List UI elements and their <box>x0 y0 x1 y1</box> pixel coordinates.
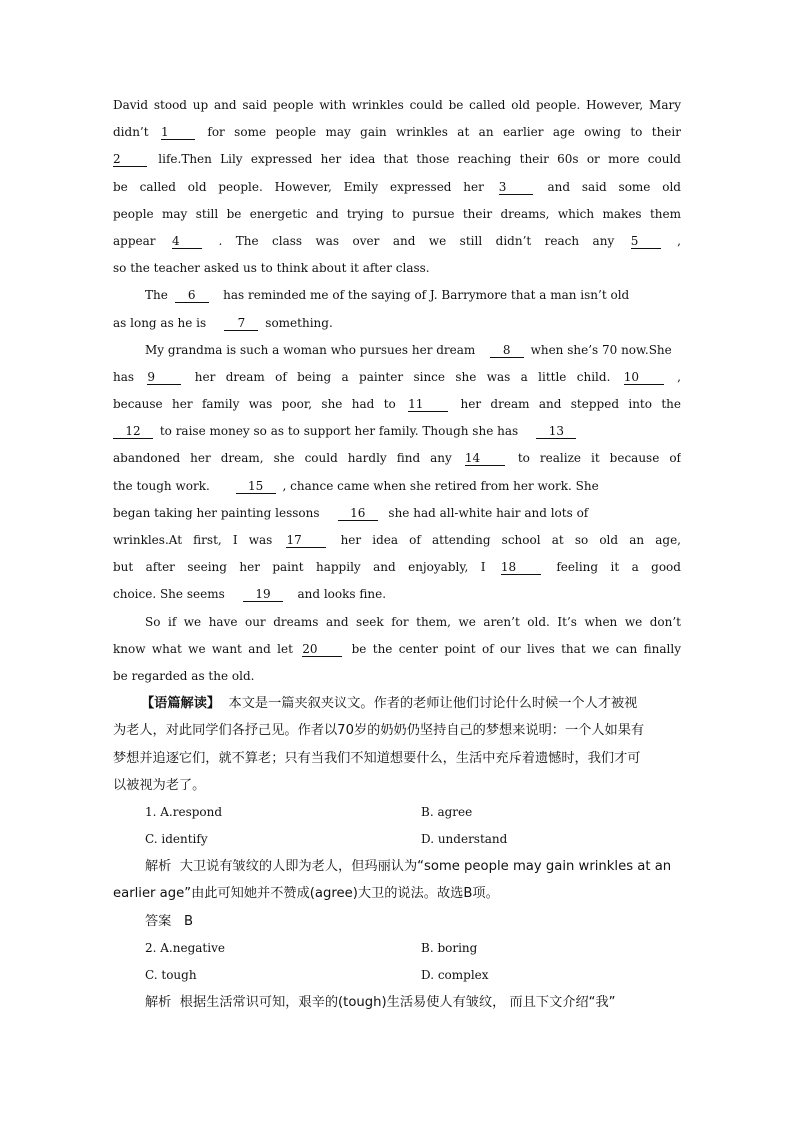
q2-option-c: C. tough <box>145 968 197 982</box>
q1-explanation-line: earlier age”由此可知她并不赞成(agree)大卫的说法。故选B项。 <box>113 886 499 902</box>
blank-18: 18 <box>501 560 541 575</box>
analysis-line: 【语篇解读】 本文是一篇夹叙夹议文。作者的老师让他们讨论什么时候一个人才被视 <box>141 696 638 712</box>
q1-option-a: 1. A.respond <box>145 804 223 819</box>
passage-line: began taking her painting lessons 16 she had all-white hair and lots of <box>113 505 589 520</box>
blank-11: 11 <box>408 397 448 412</box>
question-1-options-row <box>113 799 681 826</box>
passage-line: so the teacher asked us to think about it after class. <box>113 261 430 276</box>
passage-line: My grandma is such a woman who pursues her dream 8 when she’s 70 now.She <box>145 342 672 357</box>
passage-line: as long as he is 7 something. <box>113 315 333 330</box>
blank-12: 12 <box>113 424 153 439</box>
question-2-options-row <box>113 962 681 989</box>
q1-option-c: C. identify <box>145 832 208 847</box>
analysis-line: 梦想并追逐它们，就不算老；只有当我们不知道想要什么，生活中充斥着遗憾时，我们才可 <box>113 750 641 766</box>
passage-line: wrinkles.At first, I was 17 her idea of attending school at so old an age, <box>113 533 681 547</box>
blank-9: 9 <box>147 370 181 385</box>
blank-8: 8 <box>490 343 524 358</box>
passage-line: So if we have our dreams and seek for them, we aren’t old. It’s when we don’t <box>145 614 681 629</box>
blank-20: 20 <box>302 642 342 657</box>
q2-explanation-label: 解析 <box>145 995 172 1011</box>
question-2-options-row <box>113 935 681 962</box>
blank-3: 3 <box>499 180 533 195</box>
passage-line: know what we want and let 20 be the center point of our lives that we can finally <box>113 641 681 656</box>
blank-5: 5 <box>631 234 661 249</box>
q1-option-b: B. agree <box>421 804 473 819</box>
question-1-options-row <box>113 826 681 853</box>
passage-line: has 9 her dream of being a painter since she was a little child. 10 , <box>113 369 681 384</box>
q2-explanation-line: 解析 根据生活常识可知，艰辛的(tough)生活易使人有皱纹， 而且下文介绍“我” <box>145 995 616 1011</box>
passage-line: abandoned her dream, she could hardly find any 14 to realize it because of <box>113 451 681 466</box>
blank-14: 14 <box>465 451 505 466</box>
document-page <box>113 92 681 1016</box>
passage-line: appear 4 . The class was over and we still didn’t reach any 5 , <box>113 233 681 248</box>
q1-answer-label: 答案 <box>145 913 172 929</box>
passage-line: be called old people. However, Emily expressed her 3 and said some old <box>113 179 681 194</box>
q2-option-d: D. complex <box>421 968 489 982</box>
q1-answer-line <box>113 908 681 935</box>
passage-line: 12 to raise money so as to support her family. Though she has 13 <box>113 418 681 445</box>
blank-15: 15 <box>236 479 276 494</box>
passage-line: David stood up and said people with wrinkles could be called old people. However, Mary <box>113 98 681 112</box>
q1-option-d: D. understand <box>421 832 508 847</box>
passage-line: be regarded as the old. <box>113 668 255 683</box>
passage-line: The 6 has reminded me of the saying of J. Barrymore that a man isn’t old <box>145 288 630 303</box>
blank-13: 13 <box>536 424 576 439</box>
blank-10: 10 <box>624 370 664 385</box>
analysis-line: 为老人，对此同学们各抒己见。作者以70岁的奶奶仍坚持自己的梦想来说明：一个人如果有 <box>113 723 645 739</box>
passage-line: 2 life.Then Lily expressed her idea that those reaching their 60s or more could <box>113 152 681 167</box>
blank-7: 7 <box>224 316 258 331</box>
q1-explanation-line: 解析 大卫说有皱纹的人即为老人，但玛丽认为“some people may gain wrinkles at an <box>145 859 672 875</box>
q1-answer: B <box>183 913 194 929</box>
blank-2: 2 <box>113 152 147 167</box>
q1-explanation-label: 解析 <box>145 859 172 875</box>
analysis-title: 【语篇解读】 <box>141 696 221 712</box>
blank-1: 1 <box>161 125 195 140</box>
passage-line: didn’t 1 for some people may gain wrinkles at an earlier age owing to their <box>113 125 681 140</box>
blank-16: 16 <box>338 506 378 521</box>
q2-option-b: B. boring <box>421 940 478 955</box>
passage-line: people may still be energetic and trying to pursue their dreams, which makes them <box>113 206 681 221</box>
passage-line: choice. She seems 19 and looks fine. <box>113 587 387 602</box>
blank-6: 6 <box>175 288 209 303</box>
analysis-line: 以被视为老了。 <box>113 777 206 793</box>
passage-line: but after seeing her paint happily and enjoyably, I 18 feeling it a good <box>113 560 681 575</box>
blank-4: 4 <box>172 234 202 249</box>
q2-option-a: 2. A.negative <box>145 940 225 955</box>
passage-line: the tough work. 15 , chance came when she retired from her work. She <box>113 478 599 493</box>
blank-19: 19 <box>243 587 283 602</box>
passage-line: because her family was poor, she had to 11 her dream and stepped into the <box>113 397 681 412</box>
blank-17: 17 <box>286 533 326 548</box>
